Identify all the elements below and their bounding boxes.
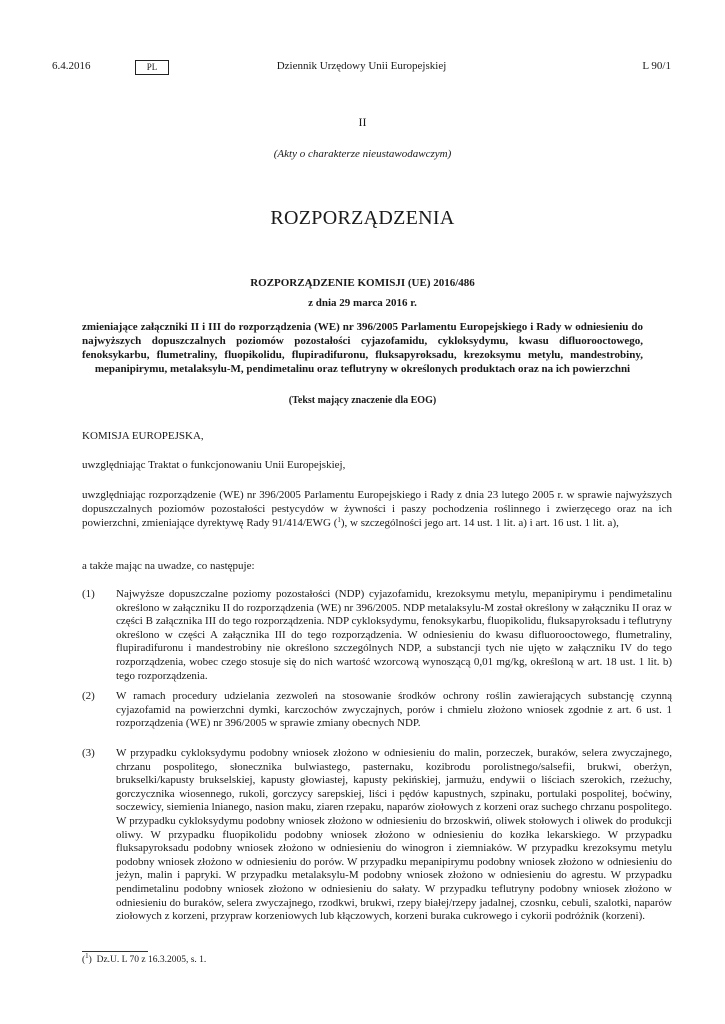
regulation-citation xyxy=(82,488,672,530)
footnote-reference[interactable]: 1 xyxy=(337,516,341,524)
regulation-title: ROZPORZĄDZENIE KOMISJI (UE) 2016/486 xyxy=(250,277,475,289)
part-number: II xyxy=(358,115,367,129)
recital-number: (3) xyxy=(82,747,95,759)
recital-text: W przypadku cykloksydymu podobny wniosek złożono w odniesieniu do malin, porzeczek, buraków, selera zwyczajnego, chrzanu pospolitego, słonecznika bulwiastego, pasternaku, kozibrodu porolistnego/salsefii, brukwi, oberżyn, brukselki/kapusty brukselskiej, kapusty głowiastej, kapusty pekińskiej, jarmużu, endywii o liściach szerokich, rzeżuchy, gorczycznika wiosennego, rukoli, gorczycy sarepskiej, liści i pędów kapustnych, szpinaku, portulaki pospolitej, boćwiny, soczewicy, siemienia lnianego, nasion maku, ziaren rzepaku, naparów ziołowych z korzeni oraz suchego chrzanu pospolitego. W przypadku cykloksydymu podobny wniosek złożono w odniesieniu do brzoskwiń, oliwek stołowych i oliwek do produkcji oliwy. W przypadku fluopikolidu podobny wniosek złożono w odniesieniu do kozłka lekarskiego. W przypadku fluksapyroksadu podobny wniosek złożono w odniesieniu do winogron i ziemniaków. W przypadku krezoksymu metylu podobny wniosek złożono w odniesieniu do porów. W przypadku mepanipirymu podobny wniosek złożono w odniesieniu do jeżyn, malin i papryki. W przypadku metalaksylu-M podobny wniosek złożono w odniesieniu do agrestu. W przypadku pendimetalinu podobny wniosek złożono w odniesieniu do sałaty. W przypadku teflutryny podobny wniosek złożono w odniesieniu do buraków, selera zwyczajnego, rzodkwi, brukwi, rzepy białej/rzepy jadalnej, czosnku, cebuli, szalotki, naparów ziołowych z korzeni, przypraw korzeniowych lub kłączowych, korzeni buraka cukrowego i cykorii podróżnik (korzeni). xyxy=(116,747,672,923)
footnote-mark: 1 xyxy=(85,952,89,960)
regulation-date: z dnia 29 marca 2016 r. xyxy=(308,297,417,309)
footnote-text: Dz.U. L 70 z 16.3.2005, s. 1. xyxy=(96,955,207,965)
recital-text: Najwyższe dopuszczalne poziomy pozostałości (NDP) cyjazofamidu, krezoksymu metylu, mepanipirymu i pendimetalinu określono w załączniku II do rozporządzenia (WE) nr 396/2005. NDP metalaksylu-M został określony w załączniku II oraz w części B załącznika III do tego rozporządzenia. NDP cykloksydymu, fenoksykarbu, fluopikolidu, fluksapyroksadu i teflutryny określono w części A załącznika III do tego rozporządzenia. W odniesieniu do kwasu difluorooctowego, flumetraliny, flupiradifuronu i mandestrobiny nie określono szczególnych NDP, a substancji tych nie ujęto w załączniku IV do tego rozporządzenia, wobec czego stosuje się do nich wartość wzorcową wynoszącą 0,01 mg/kg, określoną w art. 18 ust. 1 lit. b) tego rozporządzenia. xyxy=(116,588,672,682)
language-badge: PL xyxy=(135,60,169,75)
publication-date: 6.4.2016 xyxy=(52,60,91,72)
recital xyxy=(82,588,672,683)
recital-number: (1) xyxy=(82,588,95,600)
recital xyxy=(82,747,672,924)
section-title: ROZPORZĄDZENIA xyxy=(270,207,455,229)
journal-name: Dziennik Urzędowy Unii Europejskiej xyxy=(276,60,447,72)
page-header xyxy=(52,60,671,76)
recital-number: (2) xyxy=(82,690,95,702)
recital-text: W ramach procedury udzielania zezwoleń na stosowanie środków ochrony roślin zawierających substancję czynną cyjazofamid na powierzchni dymki, karczochów zwyczajnych, porów i chmielu złożono wniosek zgodnie z art. 6 ust. 1 rozporządzenia (WE) nr 396/2005 w sprawie zmiany obecnych NDP. xyxy=(116,690,672,730)
page-reference: L 90/1 xyxy=(642,60,671,72)
whereas-intro: a także mając na uwadze, co następuje: xyxy=(82,560,255,572)
institution-line: KOMISJA EUROPEJSKA, xyxy=(82,430,204,442)
regulation-citation-text-end: ), w szczególności jego art. 14 ust. 1 lit. a) i art. 16 ust. 1 lit. a), xyxy=(340,517,619,529)
eea-relevance-note: (Tekst mający znaczenie dla EOG) xyxy=(288,395,437,406)
footnote-divider xyxy=(82,951,148,952)
treaty-citation: uwzględniając Traktat o funkcjonowaniu Unii Europejskiej, xyxy=(82,459,346,471)
footnote: ($^1$) Dz.U. L 70 z 16.3.2005, s. 1. xyxy=(82,952,207,965)
regulation-subject: zmieniające załączniki II i III do rozporządzenia (WE) nr 396/2005 Parlamentu Europejskiego i Rady w odniesieniu do najwyższych dopuszczalnych poziomów pozostałości cyjazofamidu, cykloksydymu, kwasu difluorooctowego, fenoksykarbu, flumetraliny, fluopikolidu, flupiradifuronu, fluksapyroksadu, krezoksymu metylu, mandestrobiny, mepanipirymu, metalaksylu-M, pendimetalinu oraz teflutryny w określonych produktach oraz na ich powierzchni xyxy=(82,321,643,375)
acts-note: (Akty o charakterze nieustawodawczym) xyxy=(273,148,452,160)
regulation-citation-text: uwzględniając rozporządzenie (WE) nr 396/2005 Parlamentu Europejskiego i Rady z dnia 23 lutego 2005 r. w sprawie najwyższych dopuszczalnych poziomów pozostałości pestycydów w żywności i paszy pochodzenia roślinnego i zwierzęcego oraz na ich powierzchni, zmieniające dyrektywę Rady 91/414/EWG ( xyxy=(82,489,672,529)
recital xyxy=(82,690,672,731)
